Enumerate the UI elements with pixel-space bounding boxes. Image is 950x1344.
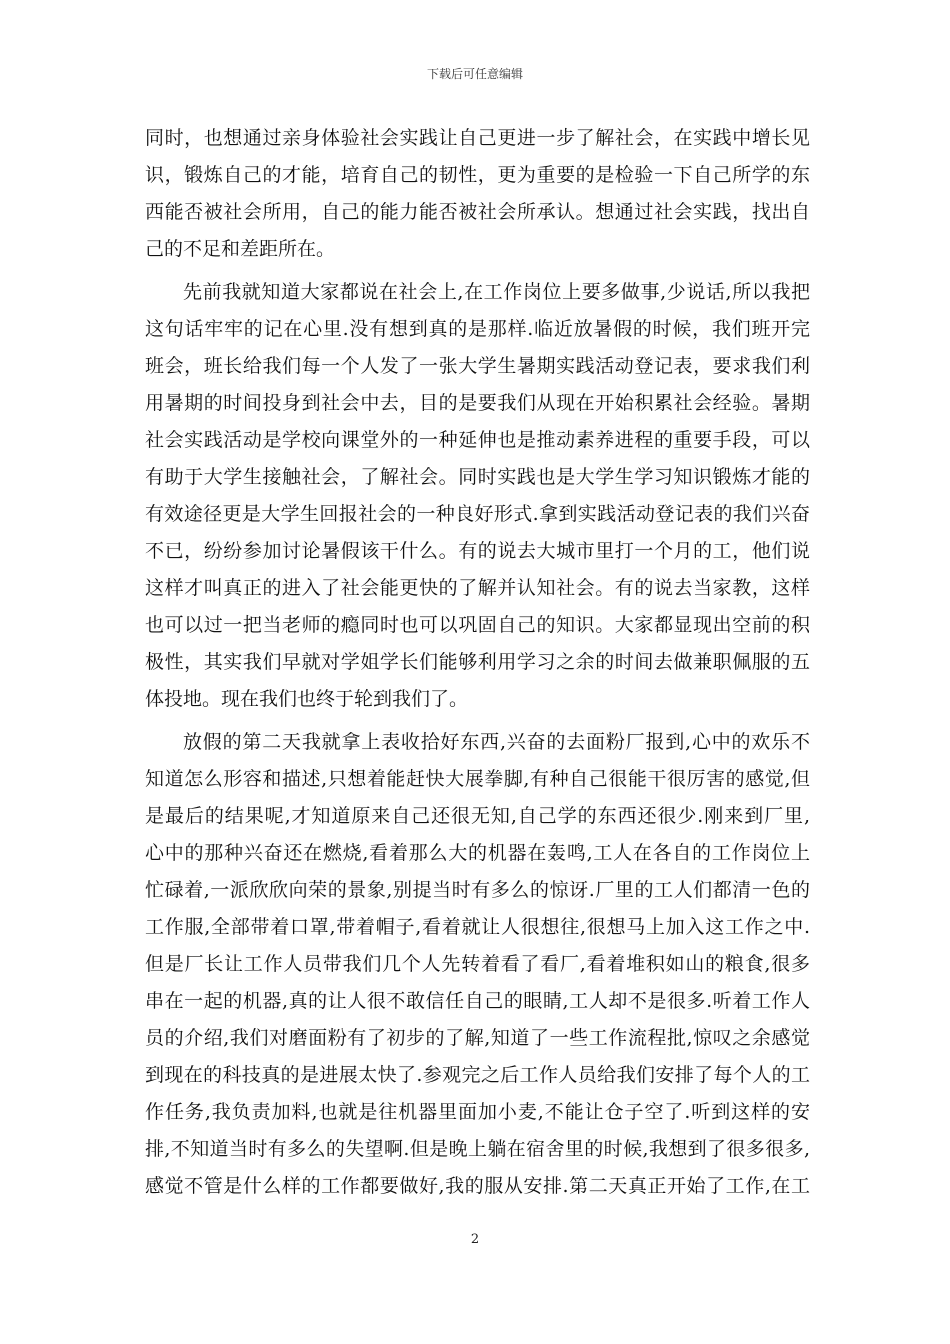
text-line: 是最后的结果呢,才知道原来自己还很无知,自己学的东西还很少.刚来到厂里, <box>145 805 810 827</box>
text-line: 这句话牢牢的记在心里.没有想到真的是那样.临近放暑假的时候，我们班开完 <box>145 318 810 340</box>
document-body <box>145 120 810 1205</box>
text-line: 识，锻炼自己的才能，培育自己的韧性，更为重要的是检验一下自己所学的东 <box>145 164 810 186</box>
text-line: 先前我就知道大家都说在社会上,在工作岗位上要多做事,少说话,所以我把 <box>183 281 810 303</box>
text-line: 工作服,全部带着口罩,带着帽子,看着就让人很想往,很想马上加入这工作之中. <box>145 916 810 938</box>
text-line: 有助于大学生接触社会，了解社会。同时实践也是大学生学习知识锻炼才能的 <box>145 466 810 488</box>
text-line: 知道怎么形容和描述,只想着能赶快大展拳脚,有种自己很能干很厉害的感觉,但 <box>145 768 810 790</box>
text-line: 不已，纷纷参加讨论暑假该干什么。有的说去大城市里打一个月的工，他们说 <box>145 540 810 562</box>
text-line: 己的不足和差距所在。 <box>145 238 336 260</box>
text-line: 心中的那种兴奋还在燃烧,看着那么大的机器在轰鸣,工人在各自的工作岗位上 <box>145 842 810 864</box>
text-line: 作任务,我负责加料,也就是往机器里面加小麦,不能让仓子空了.听到这样的安 <box>145 1101 810 1123</box>
text-line: 员的介绍,我们对磨面粉有了初步的了解,知道了一些工作流程批,惊叹之余感觉 <box>145 1027 810 1049</box>
text-line: 感觉不管是什么样的工作都要做好,我的服从安排.第二天真正开始了工作,在工 <box>145 1175 810 1197</box>
text-line: 同时，也想通过亲身体验社会实践让自己更进一步了解社会，在实践中增长见 <box>145 127 810 149</box>
text-line: 体投地。现在我们也终于轮到我们了。 <box>145 688 469 710</box>
text-line: 这样才叫真正的进入了社会能更快的了解并认知社会。有的说去当家教，这样 <box>145 577 810 599</box>
paragraph-1 <box>145 120 810 268</box>
text-line: 排,不知道当时有多么的失望啊.但是晚上躺在宿舍里的时候,我想到了很多很多, <box>145 1138 810 1160</box>
text-line: 放假的第二天我就拿上表收拾好东西,兴奋的去面粉厂报到,心中的欢乐不 <box>183 731 810 753</box>
text-line: 极性，其实我们早就对学姐学长们能够利用学习之余的时间去做兼职佩服的五 <box>145 651 810 673</box>
page-number: 2 <box>470 1232 480 1247</box>
text-line: 串在一起的机器,真的让人很不敢信任自己的眼睛,工人却不是很多.听着工作人 <box>145 990 810 1012</box>
text-line: 班会，班长给我们每一个人发了一张大学生暑期实践活动登记表，要求我们利 <box>145 355 810 377</box>
paragraph-3 <box>145 724 810 1205</box>
text-line: 忙碌着,一派欣欣向荣的景象,别提当时有多么的惊讶.厂里的工人们都清一色的 <box>145 879 810 901</box>
text-line: 社会实践活动是学校向课堂外的一种延伸也是推动素养进程的重要手段，可以 <box>145 429 810 451</box>
text-line: 也可以过一把当老师的瘾同时也可以巩固自己的知识。大家都显现出空前的积 <box>145 614 810 636</box>
text-line: 到现在的科技真的是进展太快了.参观完之后工作人员给我们安排了每个人的工 <box>145 1064 810 1086</box>
page-header: 下载后可任意编辑 <box>426 67 523 81</box>
text-line: 西能否被社会所用，自己的能力能否被社会所承认。想通过社会实践，找出自 <box>145 201 810 223</box>
text-line: 有效途径更是大学生回报社会的一种良好形式.拿到实践活动登记表的我们兴奋 <box>145 503 810 525</box>
text-line: 用暑期的时间投身到社会中去，目的是要我们从现在开始积累社会经验。暑期 <box>145 392 810 414</box>
text-line: 但是厂长让工作人员带我们几个人先转着看了看厂,看着堆积如山的粮食,很多 <box>145 953 810 975</box>
paragraph-2 <box>145 274 810 718</box>
